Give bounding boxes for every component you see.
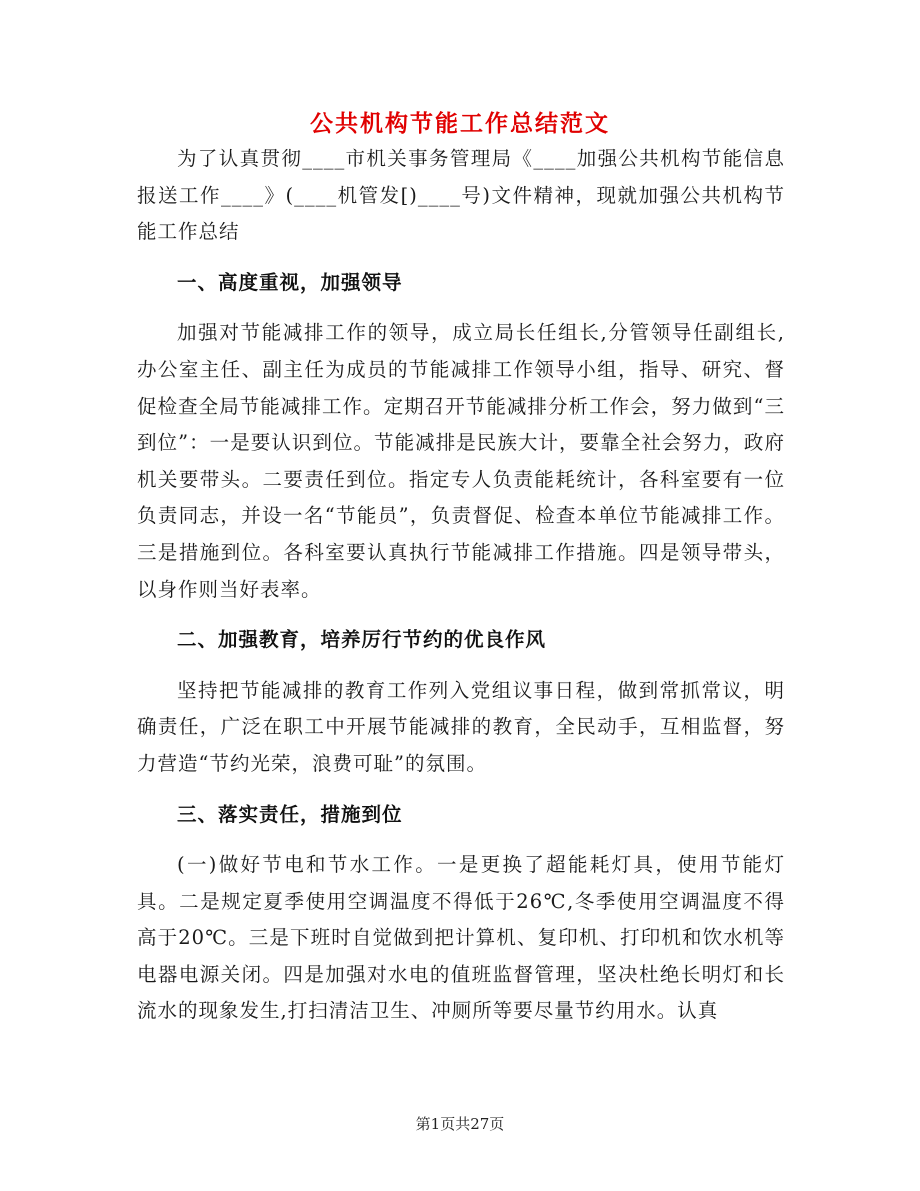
section-heading-3: 三、落实责任，措施到位	[177, 802, 403, 826]
spacer	[137, 608, 785, 622]
section-paragraph-2: 坚持把节能减排的教育工作列入党组议事日程，做到常抓常议，明确责任，广泛在职工中开展节能减排的教育，全民动手，互相监督，努力营造“节约光荣，浪费可耻”的氛围。	[137, 678, 785, 775]
spacer	[137, 301, 785, 315]
document-title: 公共机构节能工作总结范文	[310, 111, 610, 137]
page-footer: 第1页共27页	[415, 1115, 505, 1133]
section-heading-2: 二、加强教育，培养厉行节约的优良作风	[177, 628, 547, 652]
spacer	[137, 659, 785, 673]
spacer	[137, 251, 785, 265]
spacer	[137, 833, 785, 847]
section-paragraph-1: 加强对节能减排工作的领导，成立局长任组长,分管领导任副组长,办公室主任、副主任为成员的节能减排工作领导小组，指导、研究、督促检查全局节能减排工作。定期召开节能减排分析工作会，努力做到“三到位”：一是要认识到位。节能减排是民族大计，要靠全社会努力，政府机关要带头。二要责任到位。指定专人负责能耗统计，各科室要有一位负责同志，并设一名“节能员”，负责督促、检查本单位节能减排工作。三是措施到位。各科室要认真执行节能减排工作措施。四是领导带头，以身作则当好表率。	[137, 321, 785, 601]
section-heading-1: 一、高度重视，加强领导	[177, 270, 403, 294]
section-paragraph-3: (一)做好节电和节水工作。一是更换了超能耗灯具，使用节能灯具。二是规定夏季使用空调温度不得低于26℃,冬季使用空调温度不得高于20℃。三是下班时自觉做到把计算机、复印机、打印机和饮水机等电器电源关闭。四是加强对水电的值班监督管理，坚决杜绝长明灯和长流水的现象发生,打扫清洁卫生、冲厕所等要尽量节约用水。认真	[137, 853, 785, 1023]
spacer	[137, 783, 785, 797]
document-body	[137, 141, 785, 1030]
intro-paragraph: 为了认真贯彻____市机关事务管理局《____加强公共机构节能信息报送工作____》(____机管发[)____号)文件精神，现就加强公共机构节能工作总结	[137, 147, 785, 244]
